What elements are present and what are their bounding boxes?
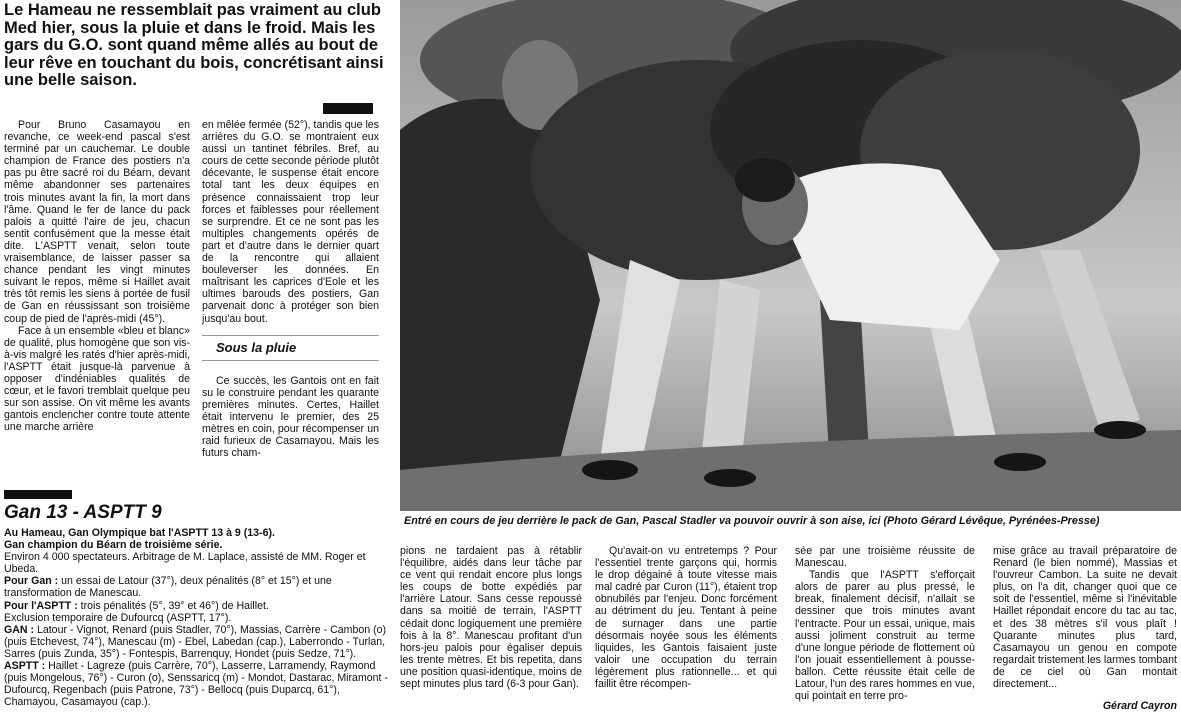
gan-lineup: GAN : Latour - Vignot, Renard (puis Stadler, 70°), Massias, Carrère - Cambon (o) (puis Etchevest, 74°), Manescau (m) - Ebel, Labedan (cap.), Laberrondo - Turlan, Sarres (puis Zunda, 35°) - Fontespis, Barrenquy, Hondet (puis Sedze, 71°). [4,623,387,660]
rugby-scrum-photo [400,0,1181,511]
article-column-1 [4,119,190,433]
decorative-bar [323,103,373,114]
article-column-4 [595,545,777,690]
decorative-bar [4,490,72,499]
match-summary-box [4,527,392,708]
article-column-2 [202,119,379,459]
article-column-5 [795,545,975,702]
paragraph: pions ne tardaient pas à rétablir l'équilibre, aidés dans leur tâche par ce vent qui rendait encore plus longs les coups de botte expédiés par l'arrière Latour. Sans cesse repoussé dans sa moitié de terrain, l'ASPTT cédait donc logiquement une première fois à la 8°. Manescau profitant d'un hors-jeu palois pour égaliser depuis les trente mètres. Et bis repetita, dans une position quasi-identique, moins de sept minutes plus tard (6-3 pour Gan). [400,545,582,691]
photo-caption: Entré en cours de jeu derrière le pack de Gan, Pascal Stadler va pouvoir ouvrir à son aise, ici (Photo Gérard Lévêque, Pyrénées-Presse) [404,515,1100,527]
paragraph: Face à un ensemble «bleu et blanc» de qualité, plus homogène que son vis-à-vis malgré les ratés d'hier après-midi, l'ASPTT était jusque-là parvenue à opposer d'indéniables qualités de cœur, et le favori tremblait quelque peu sur son assise. On vit même les avants gantois enclencher contre toute attente une marche arrière [4,324,190,434]
subheading: Sous la pluie [216,339,297,355]
score-headline: Gan 13 - ASPTT 9 [4,502,162,523]
asptt-scoring: Pour l'ASPTT : trois pénalités (5°, 39° et 46°) de Haillet. [4,599,269,612]
paragraph: mise grâce au travail préparatoire de Renard (le bien nommé), Massias et l'ouvreur Cambon. La suite ne devait plus, on l'a dit, changer quoi que ce soit de l'essentiel, même si l'inévitable Haillet répondait encore du tac au tac, et des 38 mètres s'il vous plaît ! Quarante minutes plus tard, Casamayou un genou en compote regardait tristement les larmes tombant de ce ciel où Gan montait directement... [993,545,1177,691]
author-signature: Gérard Cayron [1102,700,1177,713]
exclusion-line: Exclusion temporaire de Dufourcq (ASPTT, 17°). [4,611,232,624]
article-column-3 [400,545,582,690]
article-column-6 [993,545,1177,712]
gan-scoring: Pour Gan : un essai de Latour (37°), deux pénalités (8° et 15°) et une transformation de Manescau. [4,575,332,600]
paragraph: Ce succès, les Gantois ont en fait su le construire pendant les quarante premières minutes. Certes, Haillet était intervenu le premier, des 25 mètres en coin, pour récompenser un raid furieux de Casamayou. Mais les futurs cham- [202,374,379,460]
paragraph: en mêlée fermée (52°), tandis que les arrières du G.O. se montraient eux aussi un tantinet fébriles. Bref, au cours de cette seconde période plutôt décevante, le suspense était encore total tant les deux équipes en présence connaissaient trop leur forces et faiblesses pour réellement se surprendre. Et ce ne sont pas les multiples changements opérés de part et d'autre dans le dernier quart de la rencontre qui allaient bouleverser les données. En maîtrisant les caprices d'Eole et les ultimes barouds des postiers, Gan parvenait donc à protéger son bien jusqu'au bout. [202,119,379,325]
paragraph: sée par une troisième réussite de Manescau. [795,545,975,570]
paragraph: Pour Bruno Casamayou en revanche, ce week-end pascal s'est terminé par un cauchemar. Le double champion de France des postiers n'a pas pu être sacré roi du Béarn, devant même abandonner ses partenaires trois minutes avant la fin, la mort dans l'âme. Quand le fer de lance du pack palois a quitté l'aire de jeu, chacun sentit confusément que la messe était dite. L'ASPTT venait, selon toute vraisemblance, de laisser passer sa chance pendant les vingt minutes suivant le repos, même si Haillet avait très tôt remis les siens à portée de fusil de Gan en réussissant son troisième coup de pied de l'après-midi (45°). [4,119,190,325]
championship-line: Gan champion du Béarn de troisième série. [4,539,223,552]
attendance-line: Environ 4 000 spectateurs. Arbitrage de M. Laplace, assisté de MM. Roger et Ubeda. [4,551,366,576]
paragraph: Tandis que l'ASPTT s'efforçait alors de parer au plus pressé, le break, finalement décisif, n'allait se dessiner que trois minutes avant l'entracte. Pour un essai, unique, mais aussi joliment construit au terme d'une longue période de flottement où l'on jouait essentiellement à pousse-ballon. Cette réussite était celle de Latour, l'un des rares hommes en vue, qui pointait en terre pro- [795,569,975,703]
lead-paragraph: Le Hameau ne ressemblait pas vraiment au club Med hier, sous la pluie et dans le froid. Mais les gars du G.O. sont quand même allés au bout de leur rêve en touchant du bois, concrétisant ainsi une belle saison. [4,1,384,89]
paragraph: Qu'avait-on vu entretemps ? Pour l'essentiel trente garçons qui, hormis le drop dégainé à toute vitesse mais mal cadré par Curon (11°), étaient trop obnubilés par l'enjeu. Donc forcément au détriment du jeu. Tentant à peine de surnager dans une partie désormais noyée sous les éléments liquides, les Gantois faisaient juste valoir une occupation du terrain légèrement plus rationnelle... et qui faillit être récompen- [595,545,777,691]
asptt-lineup: ASPTT : Haillet - Lagreze (puis Carrère, 70°), Lasserre, Larramendy, Raymond (puis Mongelous, 76°) - Curon (o), Senssaricq (m) - Mondot, Dastarac, Miramont - Dufourcq, Regenbach (puis Patrone, 73°) - Bellocq (puis Duparcq, 61°), Chamayou, Casamayou (cap.). [4,660,388,709]
match-result: Au Hameau, Gan Olympique bat l'ASPTT 13 à 9 (13-6). [4,527,275,539]
